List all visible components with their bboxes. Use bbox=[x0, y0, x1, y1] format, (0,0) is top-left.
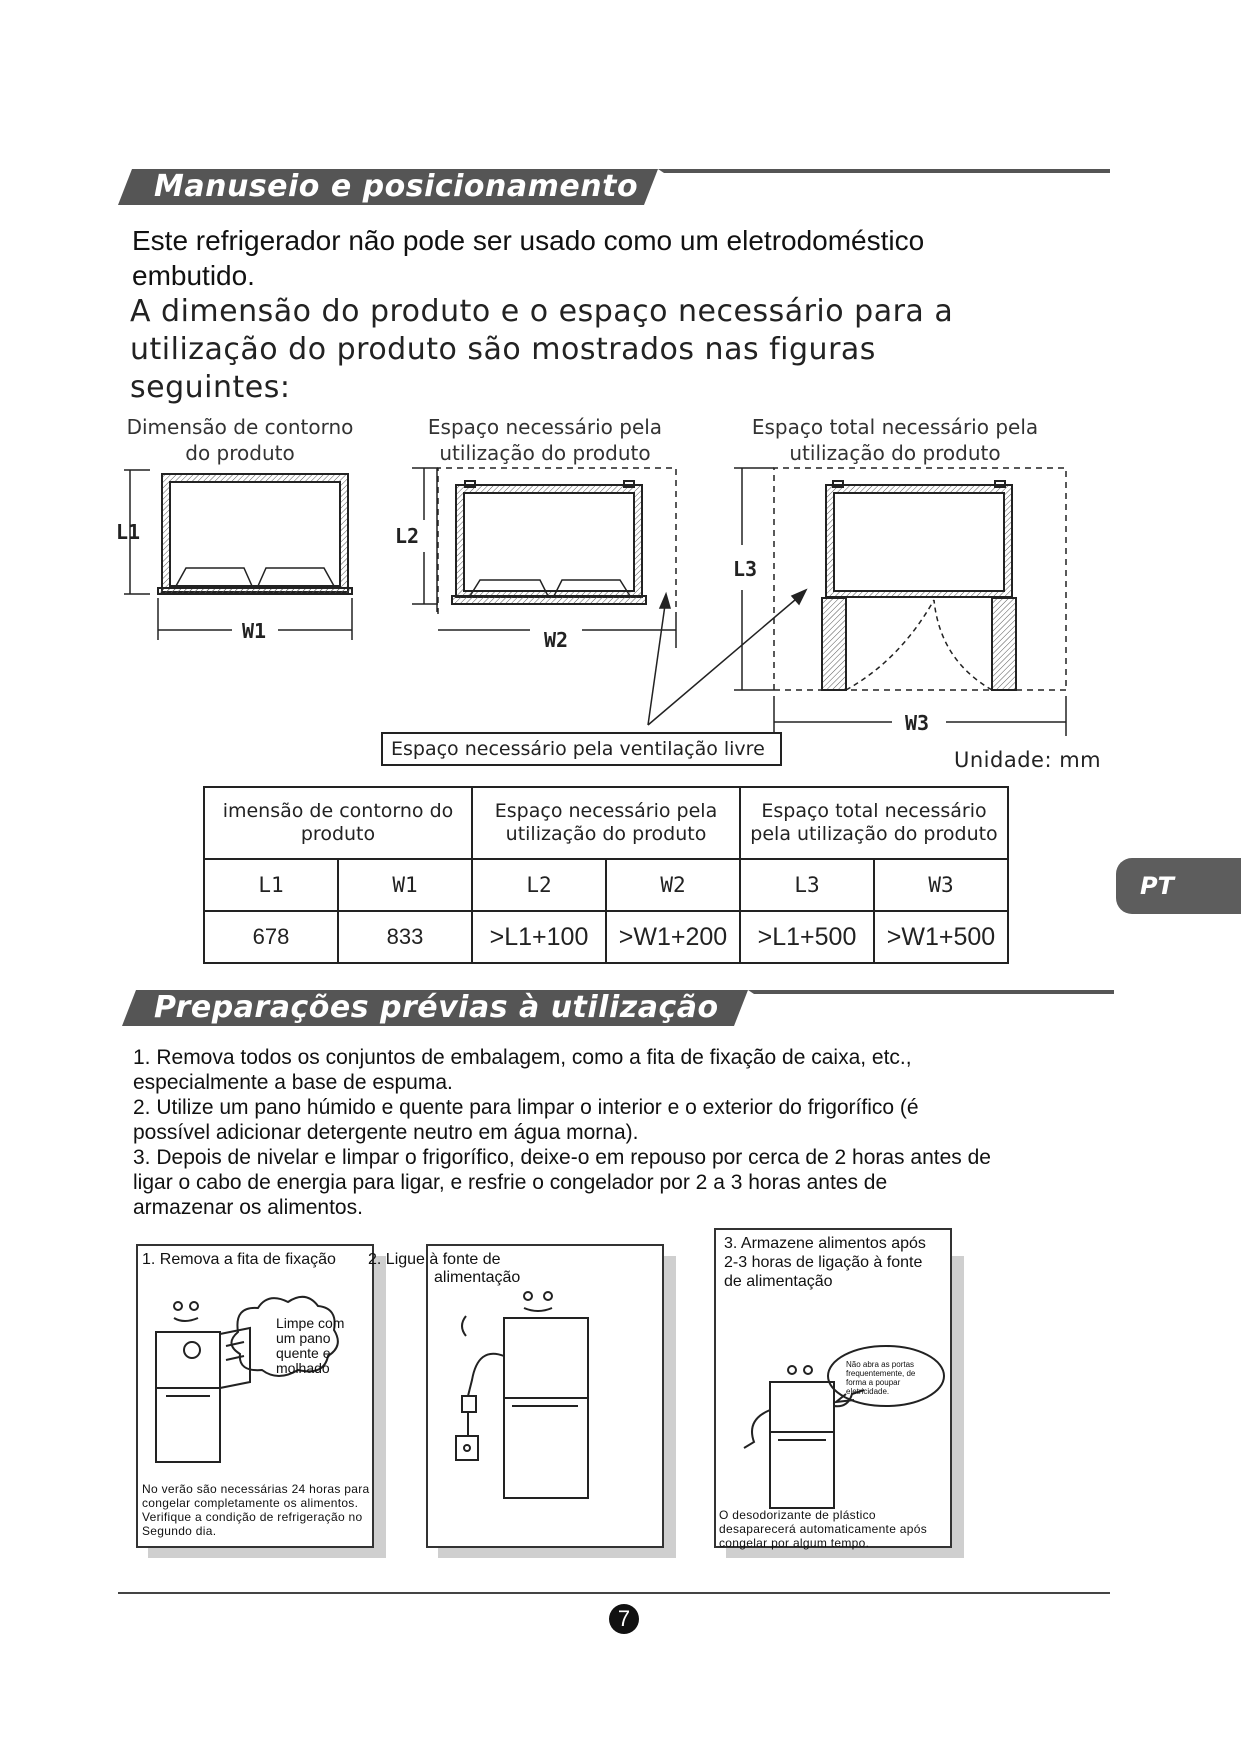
figure-caption-total-space: Espaço total necessário pela utilização do produto bbox=[751, 415, 1039, 465]
panel-1-title: 1. Remova a fita de fixação bbox=[142, 1251, 336, 1268]
section-banner-preparations bbox=[122, 988, 1114, 1028]
section-title: Preparações prévias à utilização bbox=[154, 990, 719, 1025]
label-l2: L2 bbox=[395, 524, 420, 548]
panel-3-bubble: Não abra as portas frequentemente, de forma a poupar eletricidade. bbox=[846, 1360, 916, 1396]
step-1: 1. Remova todos os conjuntos de embalagem, como a fita de fixação de caixa, etc., especialmente a base de espuma. bbox=[133, 1046, 912, 1094]
key-l2: L2 bbox=[472, 859, 606, 911]
panel-remove-tape bbox=[136, 1244, 374, 1548]
figure-total-space bbox=[734, 468, 1066, 736]
key-w2: W2 bbox=[606, 859, 740, 911]
panel-store-food bbox=[714, 1228, 952, 1548]
preparation-steps bbox=[133, 1045, 993, 1220]
language-tab: PT bbox=[1116, 858, 1241, 914]
dimension-figures bbox=[0, 0, 1241, 780]
label-l1: L1 bbox=[116, 520, 141, 544]
figure-caption-outline: Dimensão de contorno do produto bbox=[126, 415, 354, 465]
step-2: 2. Utilize um pano húmido e quente para limpar o interior e o exterior do frigorífico (é possível adicionar detergente neutro em água morna). bbox=[133, 1096, 919, 1144]
value-l2: >L1+100 bbox=[472, 911, 606, 963]
table-header-row bbox=[204, 787, 1008, 859]
fridge-plug-illustration bbox=[428, 1246, 666, 1550]
page-number: 7 bbox=[609, 1604, 639, 1634]
value-w3: >W1+500 bbox=[874, 911, 1008, 963]
panel-3-note: O desodorizante de plástico desaparecerá automaticamente após congelar por algum tempo. bbox=[719, 1508, 928, 1550]
value-w2: >W1+200 bbox=[606, 911, 740, 963]
key-w3: W3 bbox=[874, 859, 1008, 911]
label-w3: W3 bbox=[905, 711, 930, 735]
key-l1: L1 bbox=[204, 859, 338, 911]
ventilation-arrows bbox=[648, 590, 806, 725]
figure-caption-usage-space: Espaço necessário pela utilização do produto bbox=[427, 415, 663, 465]
intro-paragraph-2: A dimensão do produto e o espaço necessário para a utilização do produto são mostrados nas figuras seguintes: bbox=[130, 294, 954, 405]
header-usage-space: Espaço necessário pela utilização do produto bbox=[472, 787, 740, 859]
ventilation-label: Espaço necessário pela ventilação livre bbox=[381, 732, 782, 766]
panel-1-bubble: Limpe com um pano quente e molhado bbox=[276, 1315, 345, 1376]
label-w2: W2 bbox=[544, 628, 569, 652]
intro-paragraph-1: Este refrigerador não pode ser usado como um eletrodoméstico embutido. bbox=[132, 225, 925, 291]
panel-3-title: 3. Armazene alimentos após 2-3 horas de ligação à fonte de alimentação bbox=[724, 1235, 926, 1290]
panel-2-title-a: 2. Ligue à fonte de bbox=[368, 1251, 501, 1268]
panel-plug-in bbox=[368, 1244, 664, 1548]
value-w1: 833 bbox=[338, 911, 472, 963]
figure-usage-space bbox=[412, 468, 676, 648]
dimensions-table bbox=[203, 786, 1009, 964]
key-w1: W1 bbox=[338, 859, 472, 911]
section-title: Manuseio e posicionamento bbox=[154, 169, 639, 204]
step-3: 3. Depois de nivelar e limpar o frigorífico, deixe-o em repouso por cerca de 2 horas antes de ligar o cabo de energia para ligar, e resfrie o congelador por 2 a 3 horas antes de armazenar os alimentos. bbox=[133, 1146, 991, 1219]
value-l3: >L1+500 bbox=[740, 911, 874, 963]
unit-label: Unidade: mm bbox=[954, 748, 1102, 772]
figure-product-outline bbox=[124, 470, 352, 640]
header-outline: imensão de contorno do produto bbox=[204, 787, 472, 859]
table-value-row bbox=[204, 911, 1008, 963]
panel-2-title-b: alimentação bbox=[434, 1269, 521, 1286]
panel-1-note: No verão são necessárias 24 horas para congelar completamente os alimentos. Verifique a condição de refrigeração no Segundo dia. bbox=[142, 1482, 370, 1538]
table-key-row bbox=[204, 859, 1008, 911]
footer-divider bbox=[118, 1592, 1110, 1594]
key-l3: L3 bbox=[740, 859, 874, 911]
header-total-space: Espaço total necessário pela utilização do produto bbox=[740, 787, 1008, 859]
label-w1: W1 bbox=[242, 619, 267, 643]
value-l1: 678 bbox=[204, 911, 338, 963]
label-l3: L3 bbox=[733, 557, 758, 581]
